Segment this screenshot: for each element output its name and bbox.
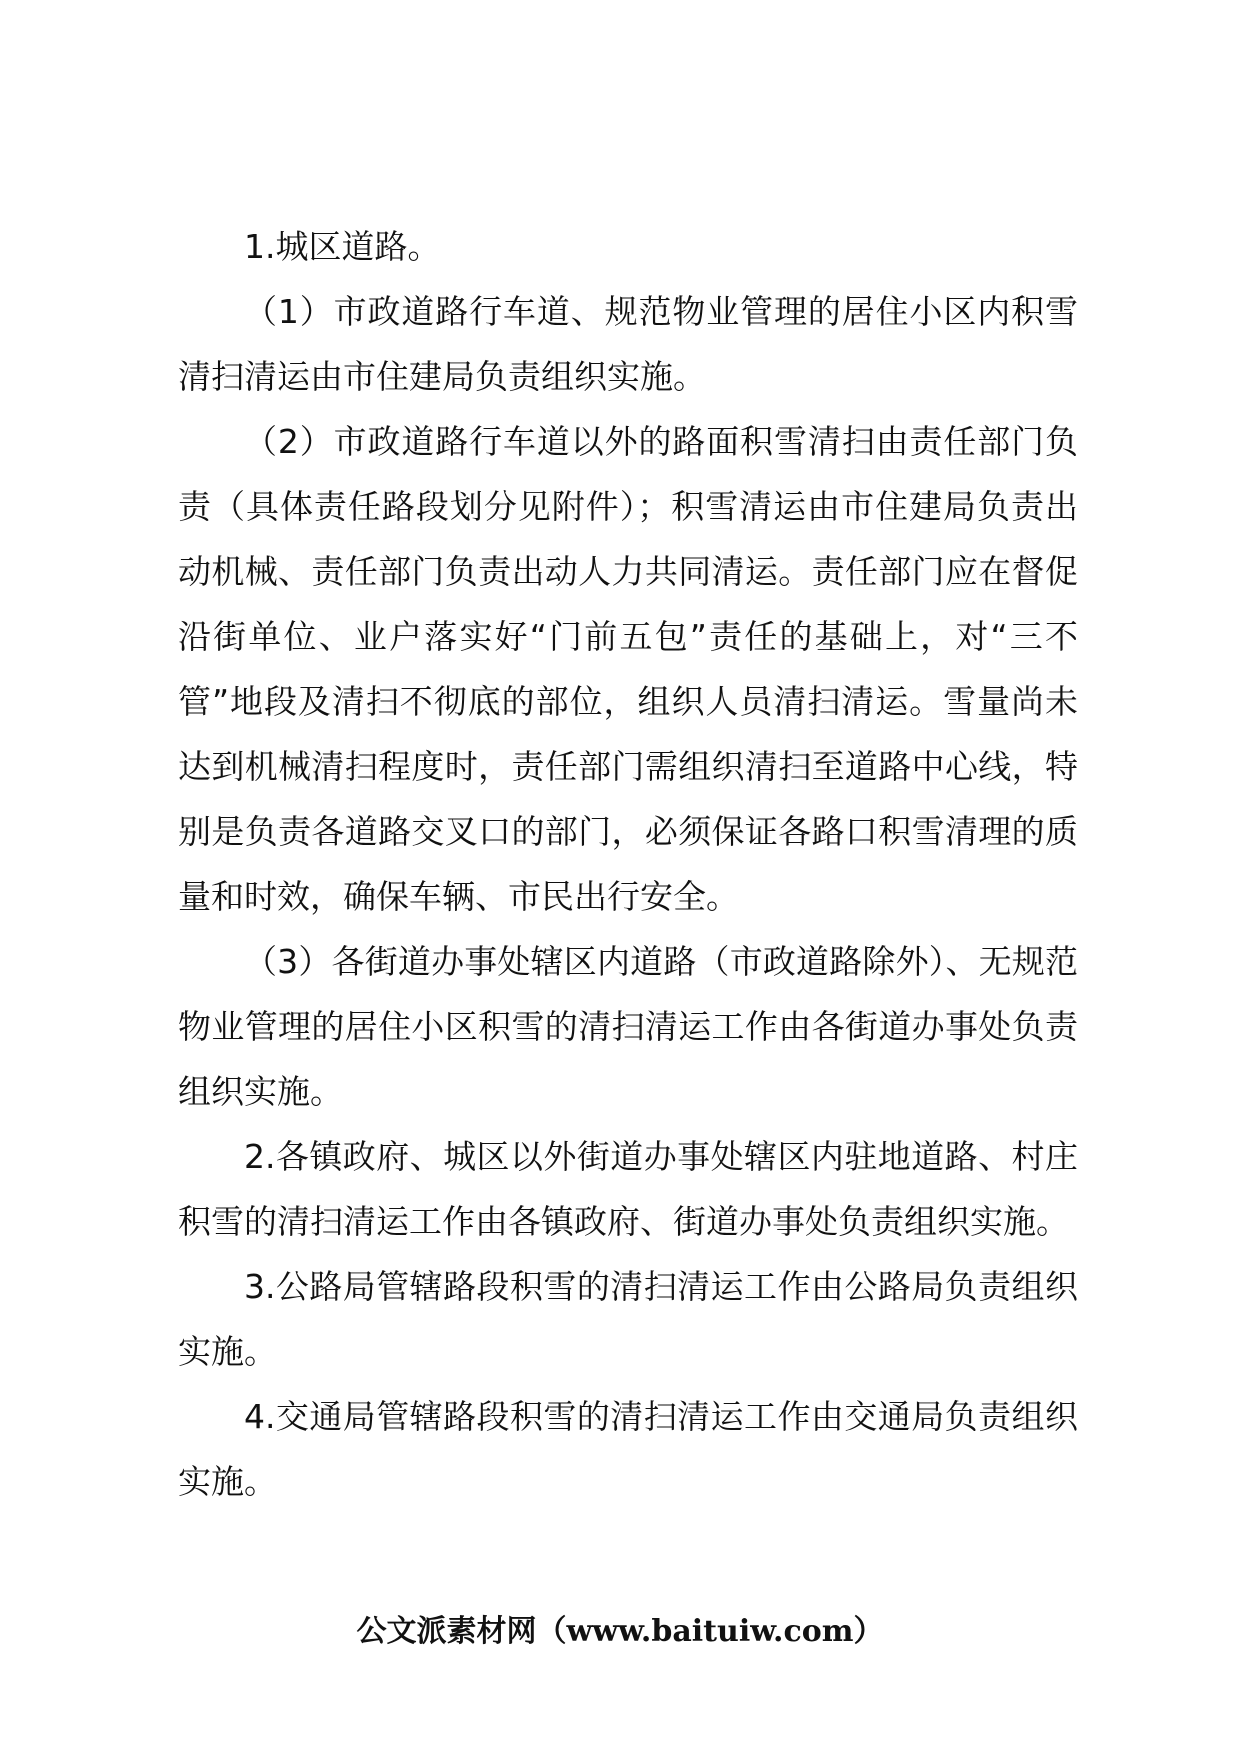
paragraph-highway-bureau: 3.公路局管辖路段积雪的清扫清运工作由公路局负责组织实施。 — [178, 1267, 1078, 1371]
paragraph-item-2: （2）市政道路行车道以外的路面积雪清扫由责任部门负责（具体责任路段划分见附件）；积雪清运由市住建局负责出动机械、责任部门负责出动人力共同清运。责任部门应在督促沿街单位、业户落实好“门前五包”责任的基础上，对“三不管”地段及清扫不彻底的部位，组织人员清扫清运。雪量尚未达到机械清扫程度时，责任部门需组织清扫至道路中心线，特别是负责各道路交叉口的部门，必须保证各路口积雪清理的质量和时效，确保车辆、市民出行安全。 — [178, 422, 1078, 916]
document-body — [178, 214, 1078, 1514]
paragraph-towns: 2.各镇政府、城区以外街道办事处辖区内驻地道路、村庄积雪的清扫清运工作由各镇政府、街道办事处负责组织实施。 — [178, 1137, 1078, 1241]
paragraph-item-3: （3）各街道办事处辖区内道路（市政道路除外）、无规范物业管理的居住小区积雪的清扫清运工作由各街道办事处负责组织实施。 — [178, 942, 1078, 1111]
footer-watermark: 公文派素材网（www.baituiw.com） — [356, 1614, 884, 1649]
paragraph-urban-roads: 1.城区道路。 — [244, 227, 441, 266]
paragraph-item-1: （1）市政道路行车道、规范物业管理的居住小区内积雪清扫清运由市住建局负责组织实施。 — [178, 292, 1078, 396]
paragraph-transport-bureau: 4.交通局管辖路段积雪的清扫清运工作由交通局负责组织实施。 — [178, 1397, 1078, 1501]
